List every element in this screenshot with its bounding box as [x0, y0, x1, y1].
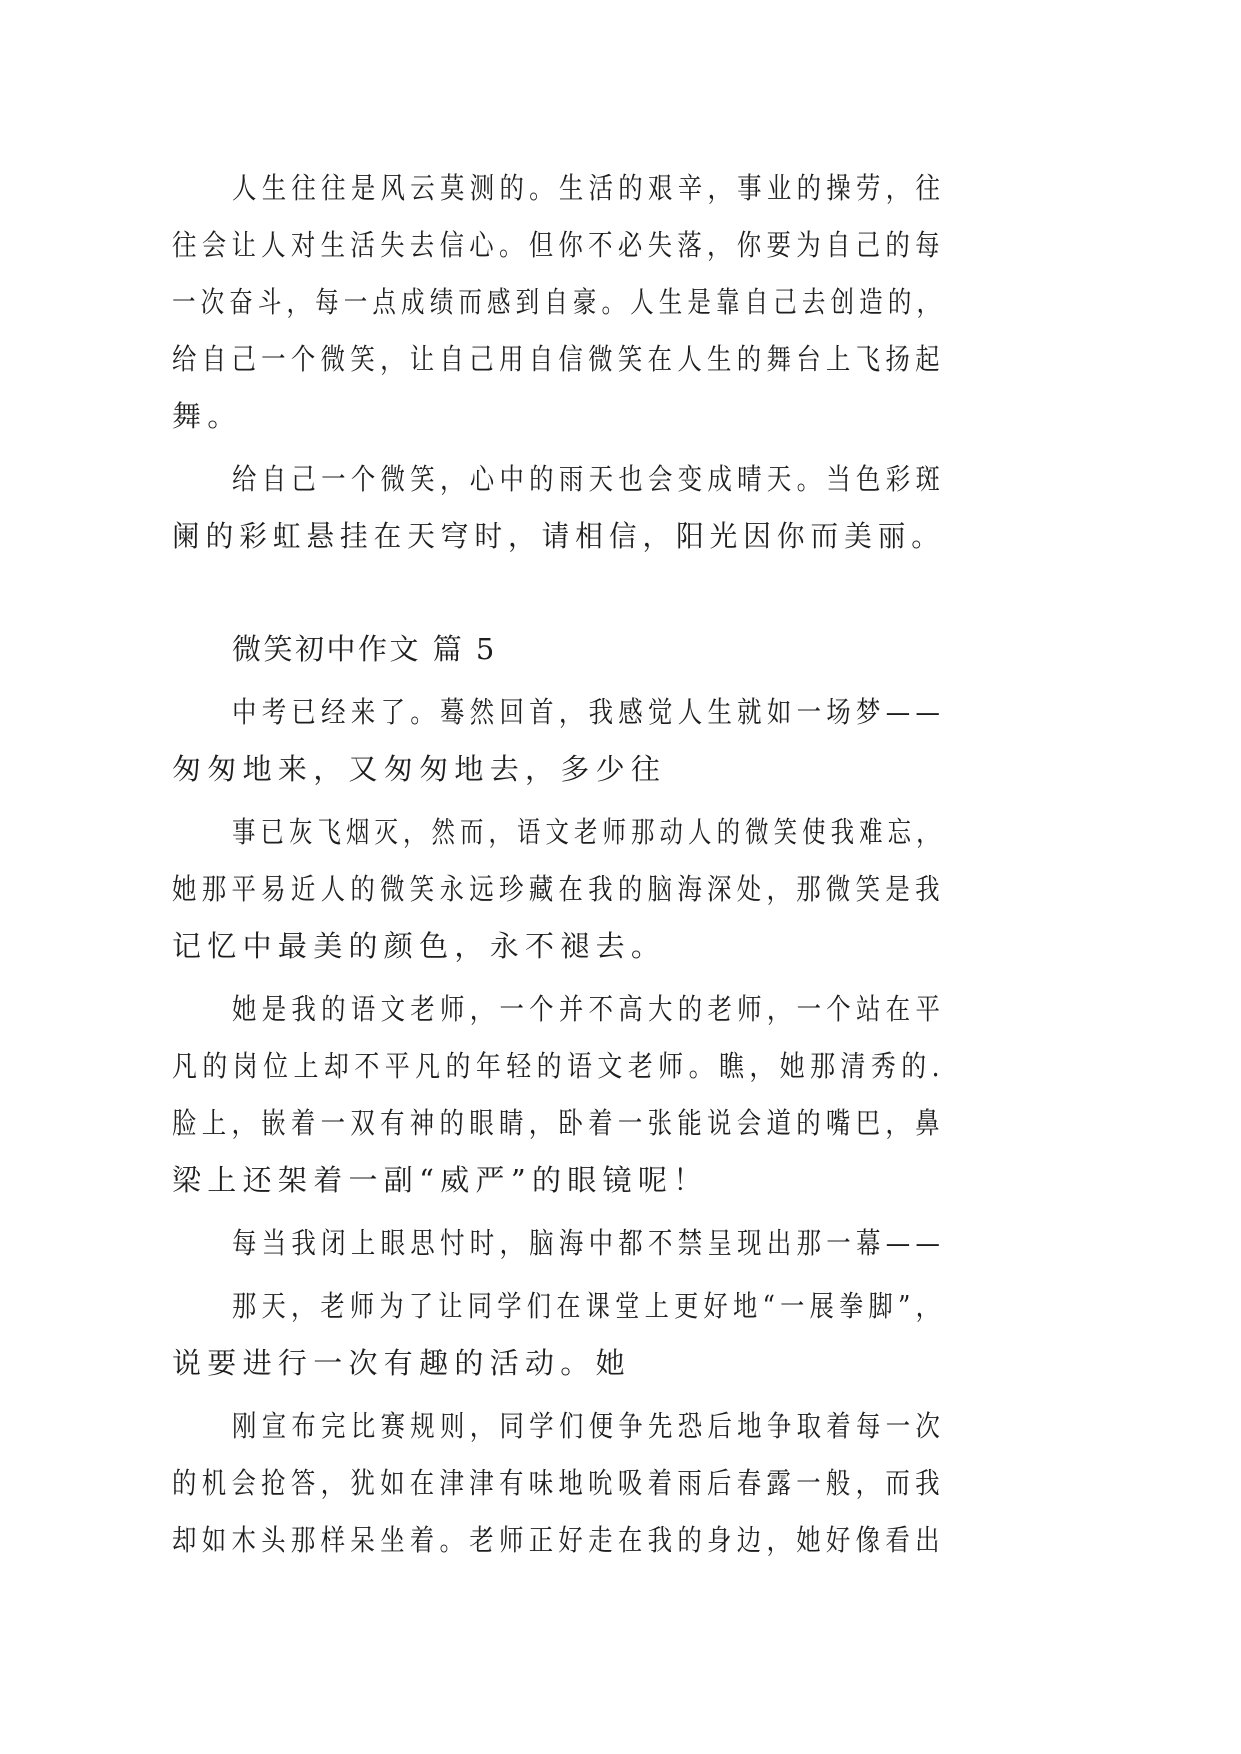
text-line: 中考已经来了。蓦然回首，我感觉人生就如一场梦—— [232, 695, 946, 729]
text-line: 给自己一个微笑，让自己用自信微笑在人生的舞台上飞扬起 [172, 342, 945, 376]
text-line: 说要进行一次有趣的活动。她 [172, 1346, 631, 1380]
text-line: 的机会抢答，犹如在津津有味地吮吸着雨后春露一般，而我 [172, 1466, 945, 1500]
text-line: 给自己一个微笑，心中的雨天也会变成晴天。当色彩斑 [232, 462, 946, 496]
text-line: 脸上，嵌着一双有神的眼睛，卧着一张能说会道的嘴巴，鼻 [172, 1106, 945, 1140]
text-line: 阑的彩虹悬挂在天穹时，请相信，阳光因你而美丽。 [172, 519, 945, 553]
text-line: 记忆中最美的颜色，永不褪去。 [172, 929, 667, 963]
text-line: 那天，老师为了让同学们在课堂上更好地“一展拳脚”， [232, 1289, 946, 1323]
text-line: 匆匆地来，又匆匆地去，多少往 [172, 752, 667, 786]
text-line: 她那平易近人的微笑永远珍藏在我的脑海深处，那微笑是我 [172, 872, 945, 906]
text-line: 梁上还架着一副“威严”的眼镜呢！ [172, 1163, 709, 1197]
section-heading: 微笑初中作文 篇 5 [232, 632, 497, 666]
text-line: 一次奋斗，每一点成绩而感到自豪。人生是靠自己去创造的， [172, 285, 946, 319]
text-line: 事已灰飞烟灭，然而，语文老师那动人的微笑使我难忘， [232, 815, 945, 849]
text-line: 凡的岗位上却不平凡的年轻的语文老师。瞧，她那清秀的. [172, 1049, 946, 1083]
text-line: 每当我闭上眼思忖时，脑海中都不禁呈现出那一幕—— [232, 1226, 946, 1260]
text-line: 刚宣布完比赛规则，同学们便争先恐后地争取着每一次 [232, 1409, 946, 1443]
text-line: 舞。 [172, 399, 243, 433]
text-line: 人生往往是风云莫测的。生活的艰辛，事业的操劳，往 [232, 171, 946, 205]
text-line: 往会让人对生活失去信心。但你不必失落，你要为自己的每 [172, 228, 945, 262]
text-line: 她是我的语文老师，一个并不高大的老师，一个站在平 [232, 992, 946, 1026]
text-line: 却如木头那样呆坐着。老师正好走在我的身边，她好像看出 [172, 1523, 945, 1557]
